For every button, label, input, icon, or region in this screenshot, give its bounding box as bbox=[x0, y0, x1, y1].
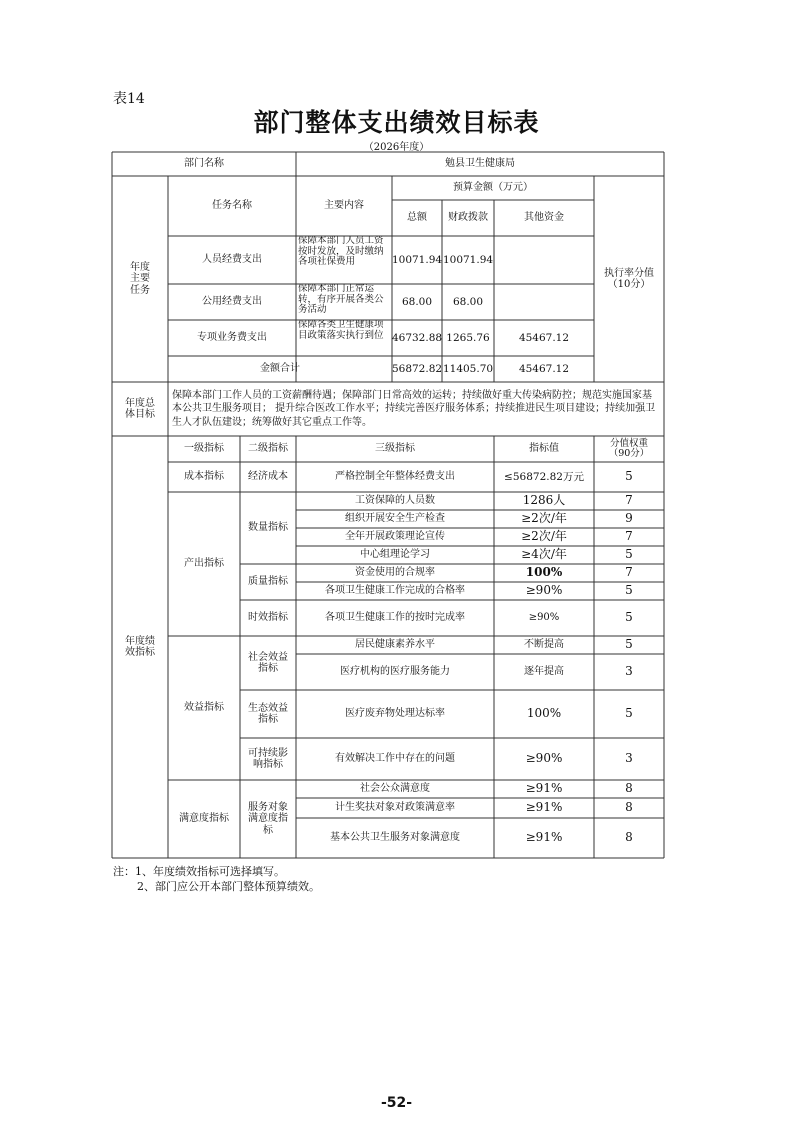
indicator-value: ≥90% bbox=[528, 612, 560, 624]
level1-header: 一级指标 bbox=[184, 443, 224, 455]
indicator-name: 各项卫生健康工作的按时完成率 bbox=[325, 612, 465, 624]
level2-service: 服务对象满意度指标 bbox=[248, 801, 288, 836]
footnote: 2、部门应公开本部门整体预算绩效。 bbox=[137, 880, 320, 894]
execution-rate-label: 执行率分值 bbox=[604, 267, 654, 279]
dept-value: 勉县卫生健康局 bbox=[445, 158, 515, 170]
task-budget-fiscal: 1265.76 bbox=[446, 331, 490, 344]
indicator-name: 居民健康素养水平 bbox=[355, 639, 435, 651]
task-content: 保障各类卫生健康项目政策落实执行到位 bbox=[298, 320, 384, 341]
indicator-weight: 7 bbox=[625, 493, 633, 508]
indicator-name: 全年开展政策理论宣传 bbox=[345, 531, 445, 543]
indicator-name: 工资保障的人员数 bbox=[355, 495, 435, 507]
level2-social: 社会效益指标 bbox=[248, 651, 288, 674]
level3-header: 三级指标 bbox=[375, 443, 415, 455]
page-title: 部门整体支出绩效目标表 bbox=[253, 108, 540, 137]
task-content: 保障本部门正常运转，有序开展各类公务活动 bbox=[298, 284, 384, 316]
task-name: 公用经费支出 bbox=[202, 296, 262, 308]
task-budget-fiscal: 68.00 bbox=[452, 295, 484, 308]
indicator-value: ≥2次/年 bbox=[521, 529, 567, 544]
indicator-value: 1286人 bbox=[522, 493, 566, 508]
page-number: -52- bbox=[380, 1095, 413, 1111]
level1-output: 产出指标 bbox=[184, 558, 224, 570]
indicator-weight: 9 bbox=[625, 511, 633, 526]
indicator-weight: 8 bbox=[625, 830, 633, 845]
indicator-weight: 5 bbox=[625, 469, 633, 484]
indicator-weight: 8 bbox=[625, 800, 633, 815]
indicator-weight: 7 bbox=[625, 529, 633, 544]
indicator-weight: 5 bbox=[625, 547, 633, 562]
sum-fiscal: 11405.70 bbox=[442, 362, 494, 375]
level2-header: 二级指标 bbox=[248, 443, 288, 455]
value-header: 指标值 bbox=[529, 443, 559, 455]
annual-goal-text: 保障本部门工作人员的工资薪酬待遇；保障部门日常高效的运转；持续做好重大传染病防控；规范实施国家基本公共卫生服务项目； 提升综合医改工作水平；持续完善医疗服务体系；持续推进民生项目建设；持续加强卫生人才队伍建设；统筹做好其它重点工作等。 bbox=[172, 389, 656, 428]
task-name: 专项业务费支出 bbox=[197, 332, 267, 344]
sum-label: 金额合计 bbox=[260, 363, 300, 375]
fiscal-year: （2026年度） bbox=[363, 142, 430, 153]
annual-tasks-label: 年度主要任务 bbox=[130, 261, 150, 296]
indicator-weight: 3 bbox=[625, 751, 633, 766]
task-budget-total: 10071.94 bbox=[391, 253, 443, 266]
level2-quantity: 数量指标 bbox=[248, 522, 288, 534]
indicator-weight: 5 bbox=[625, 583, 633, 598]
indicator-name: 医疗机构的医疗服务能力 bbox=[340, 666, 450, 678]
indicator-value: ≥91% bbox=[525, 830, 563, 845]
indicator-name: 严格控制全年整体经费支出 bbox=[335, 471, 455, 483]
indicator-name: 基本公共卫生服务对象满意度 bbox=[330, 832, 460, 844]
indicator-name: 社会公众满意度 bbox=[360, 783, 430, 795]
task-content-header: 主要内容 bbox=[324, 200, 364, 212]
weight-header: 分值权重（90分） bbox=[608, 437, 650, 459]
task-budget-other: 45467.12 bbox=[518, 331, 570, 344]
indicator-value: ≥2次/年 bbox=[521, 511, 567, 526]
indicator-name: 组织开展安全生产检查 bbox=[345, 513, 445, 525]
indicator-value: ≥90% bbox=[525, 751, 563, 766]
indicator-name: 各项卫生健康工作完成的合格率 bbox=[325, 585, 465, 597]
task-budget-other bbox=[494, 284, 594, 320]
execution-rate-points: （10分） bbox=[607, 279, 651, 290]
indicator-weight: 3 bbox=[625, 664, 633, 679]
indicator-name: 有效解决工作中存在的问题 bbox=[335, 753, 455, 765]
sum-total: 56872.82 bbox=[391, 362, 443, 375]
indicator-value: 100% bbox=[525, 565, 563, 580]
footnote: 注：1、年度绩效指标可选择填写。 bbox=[113, 865, 285, 878]
indicator-value: 逐年提高 bbox=[524, 666, 564, 678]
dept-label: 部门名称 bbox=[184, 158, 224, 170]
level2-ecological: 生态效益指标 bbox=[248, 702, 288, 725]
indicator-weight: 5 bbox=[625, 706, 633, 721]
footnotes bbox=[113, 864, 320, 895]
budget-fiscal-header: 财政拨款 bbox=[448, 212, 488, 224]
level1-cost: 成本指标 bbox=[184, 471, 224, 483]
indicator-value: ≥91% bbox=[525, 800, 563, 815]
indicator-name: 资金使用的合规率 bbox=[355, 567, 435, 579]
indicator-weight: 7 bbox=[625, 565, 633, 580]
indicator-weight: 5 bbox=[625, 610, 633, 625]
level1-satisfaction: 满意度指标 bbox=[179, 813, 229, 825]
indicator-weight: 8 bbox=[625, 781, 633, 796]
indicator-name: 计生奖扶对象对政策满意率 bbox=[335, 802, 455, 814]
indicator-value: 100% bbox=[526, 706, 562, 721]
budget-header: 预算金额（万元） bbox=[453, 182, 533, 194]
task-content: 保障本部门人员工资按时发放，及时缴纳各项社保费用 bbox=[298, 236, 384, 268]
level2-sustainable: 可持续影响指标 bbox=[248, 747, 288, 770]
level1-benefit: 效益指标 bbox=[184, 702, 224, 714]
indicator-value: ≥91% bbox=[525, 781, 563, 796]
task-name: 人员经费支出 bbox=[202, 254, 262, 266]
indicator-weight: 5 bbox=[625, 637, 633, 652]
performance-indicators-label: 年度绩效指标 bbox=[125, 635, 155, 658]
indicator-name: 中心组理论学习 bbox=[360, 549, 430, 561]
indicator-value: 不断提高 bbox=[524, 639, 564, 651]
task-budget-fiscal: 10071.94 bbox=[442, 253, 494, 266]
indicator-name: 医疗废弃物处理达标率 bbox=[345, 708, 445, 720]
task-budget-total: 68.00 bbox=[401, 295, 433, 308]
indicator-value: ≥90% bbox=[525, 583, 563, 598]
task-name-header: 任务名称 bbox=[212, 200, 252, 212]
level2-quality: 质量指标 bbox=[248, 576, 288, 588]
task-budget-total: 46732.88 bbox=[391, 331, 443, 344]
budget-other-header: 其他资金 bbox=[524, 212, 564, 224]
annual-goal-label: 年度总体目标 bbox=[125, 397, 155, 420]
level2-economic: 经济成本 bbox=[248, 471, 288, 483]
execution-rate-score bbox=[594, 176, 664, 382]
indicator-value: ≤56872.82万元 bbox=[504, 470, 584, 483]
task-budget-other bbox=[494, 236, 594, 284]
level2-timeliness: 时效指标 bbox=[248, 612, 288, 624]
indicator-value: ≥4次/年 bbox=[521, 547, 567, 562]
table-label: 表14 bbox=[113, 91, 145, 107]
sum-other: 45467.12 bbox=[518, 362, 570, 375]
budget-total-header: 总额 bbox=[407, 212, 427, 224]
